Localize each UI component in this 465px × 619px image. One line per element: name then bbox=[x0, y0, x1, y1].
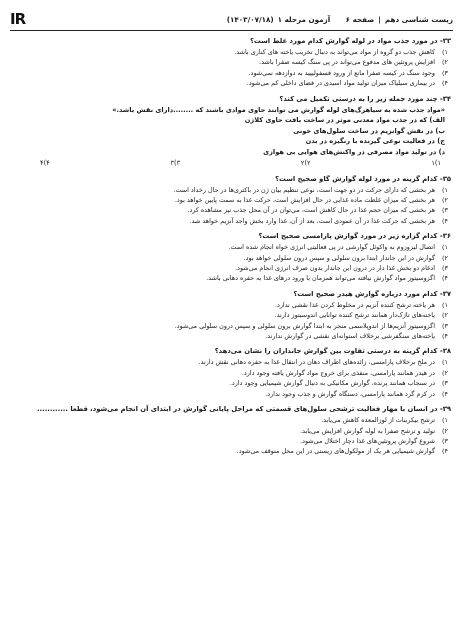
option-1[interactable]: ۱) هر یاخته ترشح کننده آنزیم در مخلوط کردن غذا نقشی ندارد. bbox=[274, 300, 448, 309]
question-title: ۳۶- کدام گزاره زیر در مورد گوارش پارامسی صحیح است؟ bbox=[258, 232, 451, 241]
statement-b: ب) در نقش گوانزیم در ساخت سلول‌های خونی bbox=[293, 126, 445, 135]
question-38 bbox=[10, 346, 451, 399]
question-title: ۳۵- کدام گزینه در مورد لوله گوارش گاو صحیح است؟ bbox=[275, 174, 451, 183]
option-4[interactable]: ۴) در کرم گرد همانند پارامسی، دستگاه گوارش و جذب وجود ندارد. bbox=[265, 389, 448, 398]
option-3[interactable]: ۳) هر بخشی که میزان حجم غذا در حال کاهش است، می‌توان در آن محل جذب نیز مشاهده کرد. bbox=[187, 206, 448, 215]
option-4[interactable]: ۴)۴ bbox=[40, 158, 50, 167]
option-1[interactable]: ۱) اتصال لیزوزوم به واکوئل گوارشی در پی فعالیتی انرژی خواه انجام شده است. bbox=[228, 243, 448, 252]
option-3[interactable]: ۳) در سنجاب همانند پرنده، گوارش مکانیکی به دنبال گوارش شیمیایی وجود دارد. bbox=[229, 379, 448, 388]
statement-a: الف) که در جذب مواد معدنی موثر در ساخت بافت حاوی کلاژن bbox=[244, 116, 445, 125]
option-3[interactable]: ۳) ادغام دو بخش غذا دار در درون این جاندار بدون صرف انرژی انجام می‌شود. bbox=[235, 264, 448, 273]
option-4[interactable]: ۴) یاخته‌های سنگفرشی برخلاف استوانه‌ای نقشی در گوارش ندارند. bbox=[265, 332, 448, 341]
option-4[interactable]: ۴) هر بخشی که حرکت غذا در آن عمودی است، بعد از آن، غذا وارد بخش واجد آنزیم خواهد شد. bbox=[189, 216, 448, 225]
exam-date: (۱۴۰۳/۰۷/۱۸) bbox=[226, 14, 274, 24]
question-37 bbox=[10, 289, 451, 342]
statement-main: «مواد جذب شده به سیاهرگ‌های لوله گوارش می توانند حاوی موادی باشند که ........دارای نقش باشد.» bbox=[112, 105, 445, 114]
option-4[interactable]: ۴) گوارش شیمیایی هر یک از مولکول‌های زیستی در این محل متوقف می‌شود. bbox=[236, 447, 448, 456]
question-33 bbox=[10, 36, 451, 89]
option-3[interactable]: ۳)۳ bbox=[170, 158, 181, 167]
header-info: زیست شناسی دهم | صفحه ۶ آزمون مرحله ۱ (۱۴۰۳/۰۷/۱۸) bbox=[226, 14, 453, 24]
option-2[interactable]: ۲) در هیدر همانند پارامسی، منفذی برای خروج مواد گوارش یافته وجود دارد. bbox=[241, 368, 448, 377]
option-3[interactable]: ۳) وجود سنگ در کیسه صفرا مانع از ورود فسفولیپید به دوازدهه نمی‌شود. bbox=[248, 68, 448, 77]
subject-label: زیست شناسی دهم bbox=[384, 14, 453, 24]
brand-logo: IR bbox=[10, 10, 26, 28]
options-list bbox=[10, 415, 451, 457]
question-34 bbox=[10, 94, 451, 169]
option-3[interactable]: ۳) شروع گوارش پروتئین‌های غذا دچار اختلال می‌شود. bbox=[300, 436, 448, 445]
question-39 bbox=[10, 404, 451, 457]
question-title: ۳۹- در انسان با مهار فعالیت ترشحی سلول‌های قسمتی که مراحل پایانی گوارش در ابتدای آن انجام می‌شود، قطعا ............ bbox=[36, 405, 451, 414]
options-list bbox=[10, 357, 451, 399]
option-1[interactable]: ۱) ترشح بیکربنات از لوزالمعده کاهش می‌یابد. bbox=[321, 416, 448, 425]
options-list bbox=[10, 47, 451, 89]
option-1[interactable]: ۱) کاهش جذب دو گروه از مواد می‌تواند به دنبال تخریب یاخته های کناری باشد. bbox=[234, 48, 448, 56]
option-1[interactable]: ۱)۱ bbox=[431, 158, 441, 167]
question-title: ۳۴- چند مورد جمله زیر را به درستی تکمیل می کند؟ bbox=[279, 94, 451, 103]
option-4[interactable]: ۴) در بیماری سیلیاک میزان تولید مواد اسیدی در فضای داخلی کم می‌شود. bbox=[246, 79, 448, 88]
options-list bbox=[10, 185, 451, 227]
option-2[interactable]: ۲)۲ bbox=[300, 158, 311, 167]
question-title: ۳۷- کدام مورد درباره گوارش هیدر صحیح است؟ bbox=[293, 289, 451, 298]
question-title: ۳۳- در مورد جذب مواد در لوله گوارش کدام مورد غلط است؟ bbox=[249, 37, 451, 45]
question-35 bbox=[10, 174, 451, 227]
questions-container bbox=[10, 36, 451, 462]
option-1[interactable]: ۱) در ملخ برخلاف پارامسی، زائده‌های اطراف دهان در انتقال غذا به حفره دهانی نقش دارند. bbox=[198, 358, 448, 367]
option-2[interactable]: ۲) یاخته‌های تاژک‌دار همانند ترشح کننده توانایی اندوسیتوز دارند. bbox=[274, 311, 448, 320]
page-header bbox=[10, 8, 453, 31]
options-list bbox=[10, 300, 451, 342]
question-36 bbox=[10, 231, 451, 284]
option-2[interactable]: ۲) گوارش در این جاندار ابتدا برون سلولی و سپس درون سلولی خواهد بود. bbox=[243, 253, 448, 262]
option-2[interactable]: ۲) هر بخشی که میزان غلظت ماده غذایی در حال افزایش است، حرکت غذا به سمت پایین خواهد بود. bbox=[174, 196, 448, 204]
statement-c: ج) در فعالیت نوعی گیرنده با رنگیزه در بدن bbox=[305, 137, 445, 146]
option-3[interactable]: ۳) اگزوسیتوز آنزیم‌ها از اندوپلاسمی منجر به ابتدا گوارش برون سلولی و سپس درون سلولی می‌شود. bbox=[174, 321, 448, 330]
question-title: ۳۸- کدام گزینه به درستی تفاوت بین گوارش جانداران را نشان می‌دهد؟ bbox=[214, 347, 451, 356]
exam-title: آزمون مرحله ۱ bbox=[277, 14, 331, 24]
page-number: صفحه ۶ bbox=[345, 14, 375, 24]
options-list bbox=[10, 242, 451, 284]
option-4[interactable]: ۴) اگزوسیتوز مواد گوارش نیافته می‌تواند همزمان با ورود درهای غذا به حفره دهانی باشد. bbox=[206, 274, 448, 283]
option-2[interactable]: ۲) افزایش پروتئین های مدفوع می‌تواند در پی سنگ کیسه صفرا باشد. bbox=[259, 58, 448, 67]
option-1[interactable]: ۱) هر بخشی که دارای حرکت در دو جهت است، نوعی تنظیم بیان ژن در باکتری‌ها در حال رخداد است. bbox=[173, 185, 448, 194]
row-options bbox=[10, 158, 451, 169]
option-2[interactable]: ۲) تولید و ترشح صفرا به لوله گوارش افزایش می‌یابد. bbox=[300, 426, 448, 435]
statement-d: د) در تولید مواد مصرفی در واکنش‌های هوایی بی هوازی bbox=[263, 148, 445, 156]
